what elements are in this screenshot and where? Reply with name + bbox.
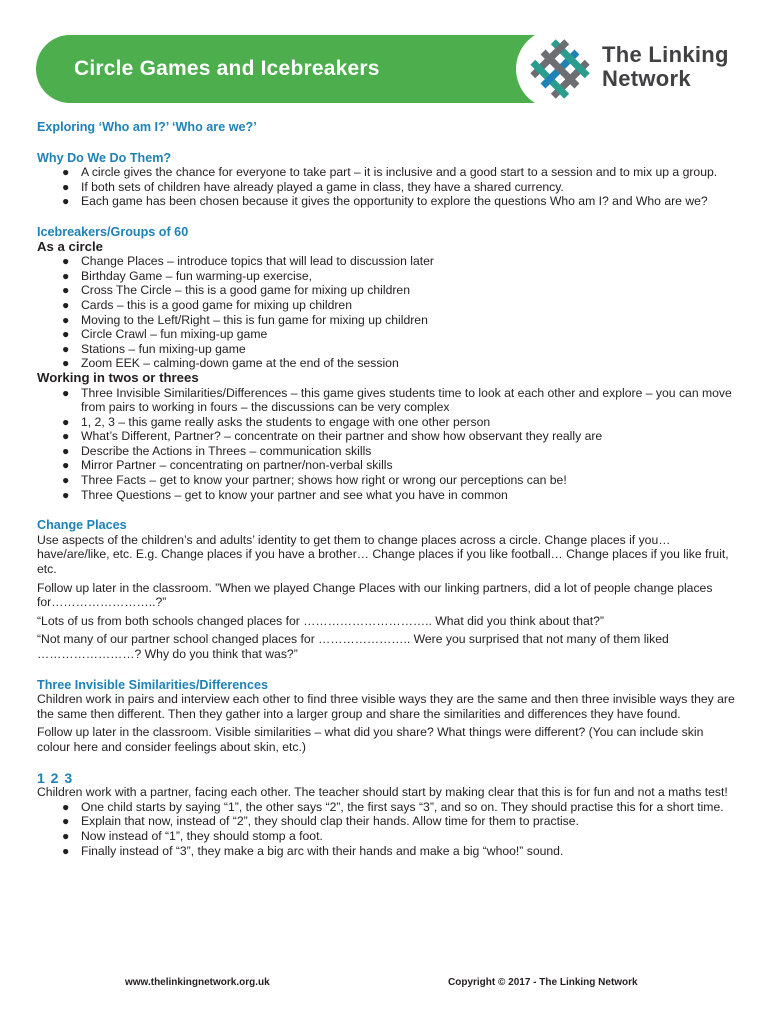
logo-text [602,43,729,91]
why-heading: Why Do We Do Them? [37,150,172,165]
footer-copyright: Copyright © 2017 - The Linking Network [448,977,638,988]
footer-website[interactable]: www.thelinkingnetwork.org.uk [125,977,270,988]
icebreakers-heading: Icebreakers/Groups of 60 [37,224,189,239]
change-places-heading: Change Places [37,518,127,533]
three-invisible-para2: Follow up later in the classroom. Visible similarities – what did you share? What things were different? (You can include skin colour here and consider feelings about skin, etc.) [37,725,704,754]
list-item: ● Each game has been chosen because it gives the opportunity to explore the questions Who am I? and Who are we? [62,194,708,209]
list-item: ● A circle gives the chance for everyone to take part – it is inclusive and a good start to a session and to mix up a group. [62,165,718,180]
one-two-three-list [37,800,737,858]
list-item: ● Three Facts – get to know your partner; shows how right or wrong our perceptions can be! [62,473,567,488]
one-two-three-para1: Children work with a partner, facing each other. The teacher should start by making clear that this is for fun and not a maths test! [37,785,728,800]
list-item: ● Birthday Game – fun warming-up exercise, [62,268,312,283]
list-item: ● Cards – this is a good game for mixing up children [62,297,352,312]
as-a-circle-heading: As a circle [37,238,103,254]
circle-list [37,254,737,371]
list-item: ● One child starts by saying “1”, the other says “2”, the first says “3”, and so on. They should practise this for a short time. [62,799,724,814]
list-item: ● Cross The Circle – this is a good game for mixing up children [62,283,410,298]
change-places-para1: Use aspects of the children’s and adults’ identity to get them to change places across a circle. Change places if you… have/are/like, etc. E.g. Change places if you have a brother… Change places if you like football… Change places if you like fruit, etc. [37,532,729,577]
list-item: ● Now instead of “1”, they should stomp a foot. [62,828,323,843]
list-item: ● Circle Crawl – fun mixing-up game [62,327,268,342]
document-body [37,120,737,858]
list-item: ● Mirror Partner – concentrating on partner/non-verbal skills [62,458,393,473]
twos-threes-heading: Working in twos or threes [37,369,199,385]
list-item: ● Explain that now, instead of “2”, they should clap their hands. Allow time for them to practise. [62,814,579,829]
linking-network-logo-icon [526,35,594,103]
one-two-three-heading: 1 2 3 [37,769,74,786]
logo-text-line2: Network [602,66,691,91]
logo-text-line1: The Linking [602,42,729,67]
list-item: ● Moving to the Left/Right – this is fun game for mixing up children [62,312,428,327]
list-item: ● Describe the Actions in Threes – communication skills [62,443,372,458]
list-item: ● Three Questions – get to know your partner and see what you have in common [62,487,508,502]
page-title: Circle Games and Icebreakers [74,57,380,80]
change-places-para3: “Lots of us from both schools changed places for ………………………….. What did you think about that?” [37,613,604,628]
change-places-para4: “Not many of our partner school changed places for ………………….. Were you surprised that not many of them liked ……………………? Why do you think that was?” [37,632,669,661]
header-banner [36,35,736,103]
list-item: ● 1, 2, 3 – this game really asks the students to engage with one other person [62,414,491,429]
twos-list [37,386,737,503]
list-item: ● Change Places – introduce topics that will lead to discussion later [62,254,434,269]
list-item: ● Finally instead of “3”, they make a big arc with their hands and make a big “whoo!” sound. [62,843,564,858]
list-item: ● Zoom EEK – calming-down game at the end of the session [62,356,399,371]
why-list [37,165,737,209]
change-places-para2: Follow up later in the classroom. ”When we played Change Places with our linking partners, did a lot of people change places for……………………..?” [37,580,713,610]
subtitle: Exploring ‘Who am I?’ ‘Who are we?’ [37,120,257,134]
list-item: ● What’s Different, Partner? – concentrate on their partner and show how observant they really are [62,429,603,444]
logo [516,29,738,109]
three-invisible-heading: Three Invisible Similarities/Differences [37,677,268,692]
list-item: ● Stations – fun mixing-up game [62,341,246,356]
list-item: ● Three Invisible Similarities/Differences – this game gives students time to look at each other and explore – you can move from pairs to working in fours – the discussions can be very complex [62,385,732,415]
list-item: ● If both sets of children have already played a game in class, they have a shared currency. [62,179,564,194]
three-invisible-para1: Children work in pairs and interview each other to find three visible ways they are the same and then three invisible ways they are the same then different. Then they gather into a larger group and share the similarities and differences they have found. [37,692,735,721]
